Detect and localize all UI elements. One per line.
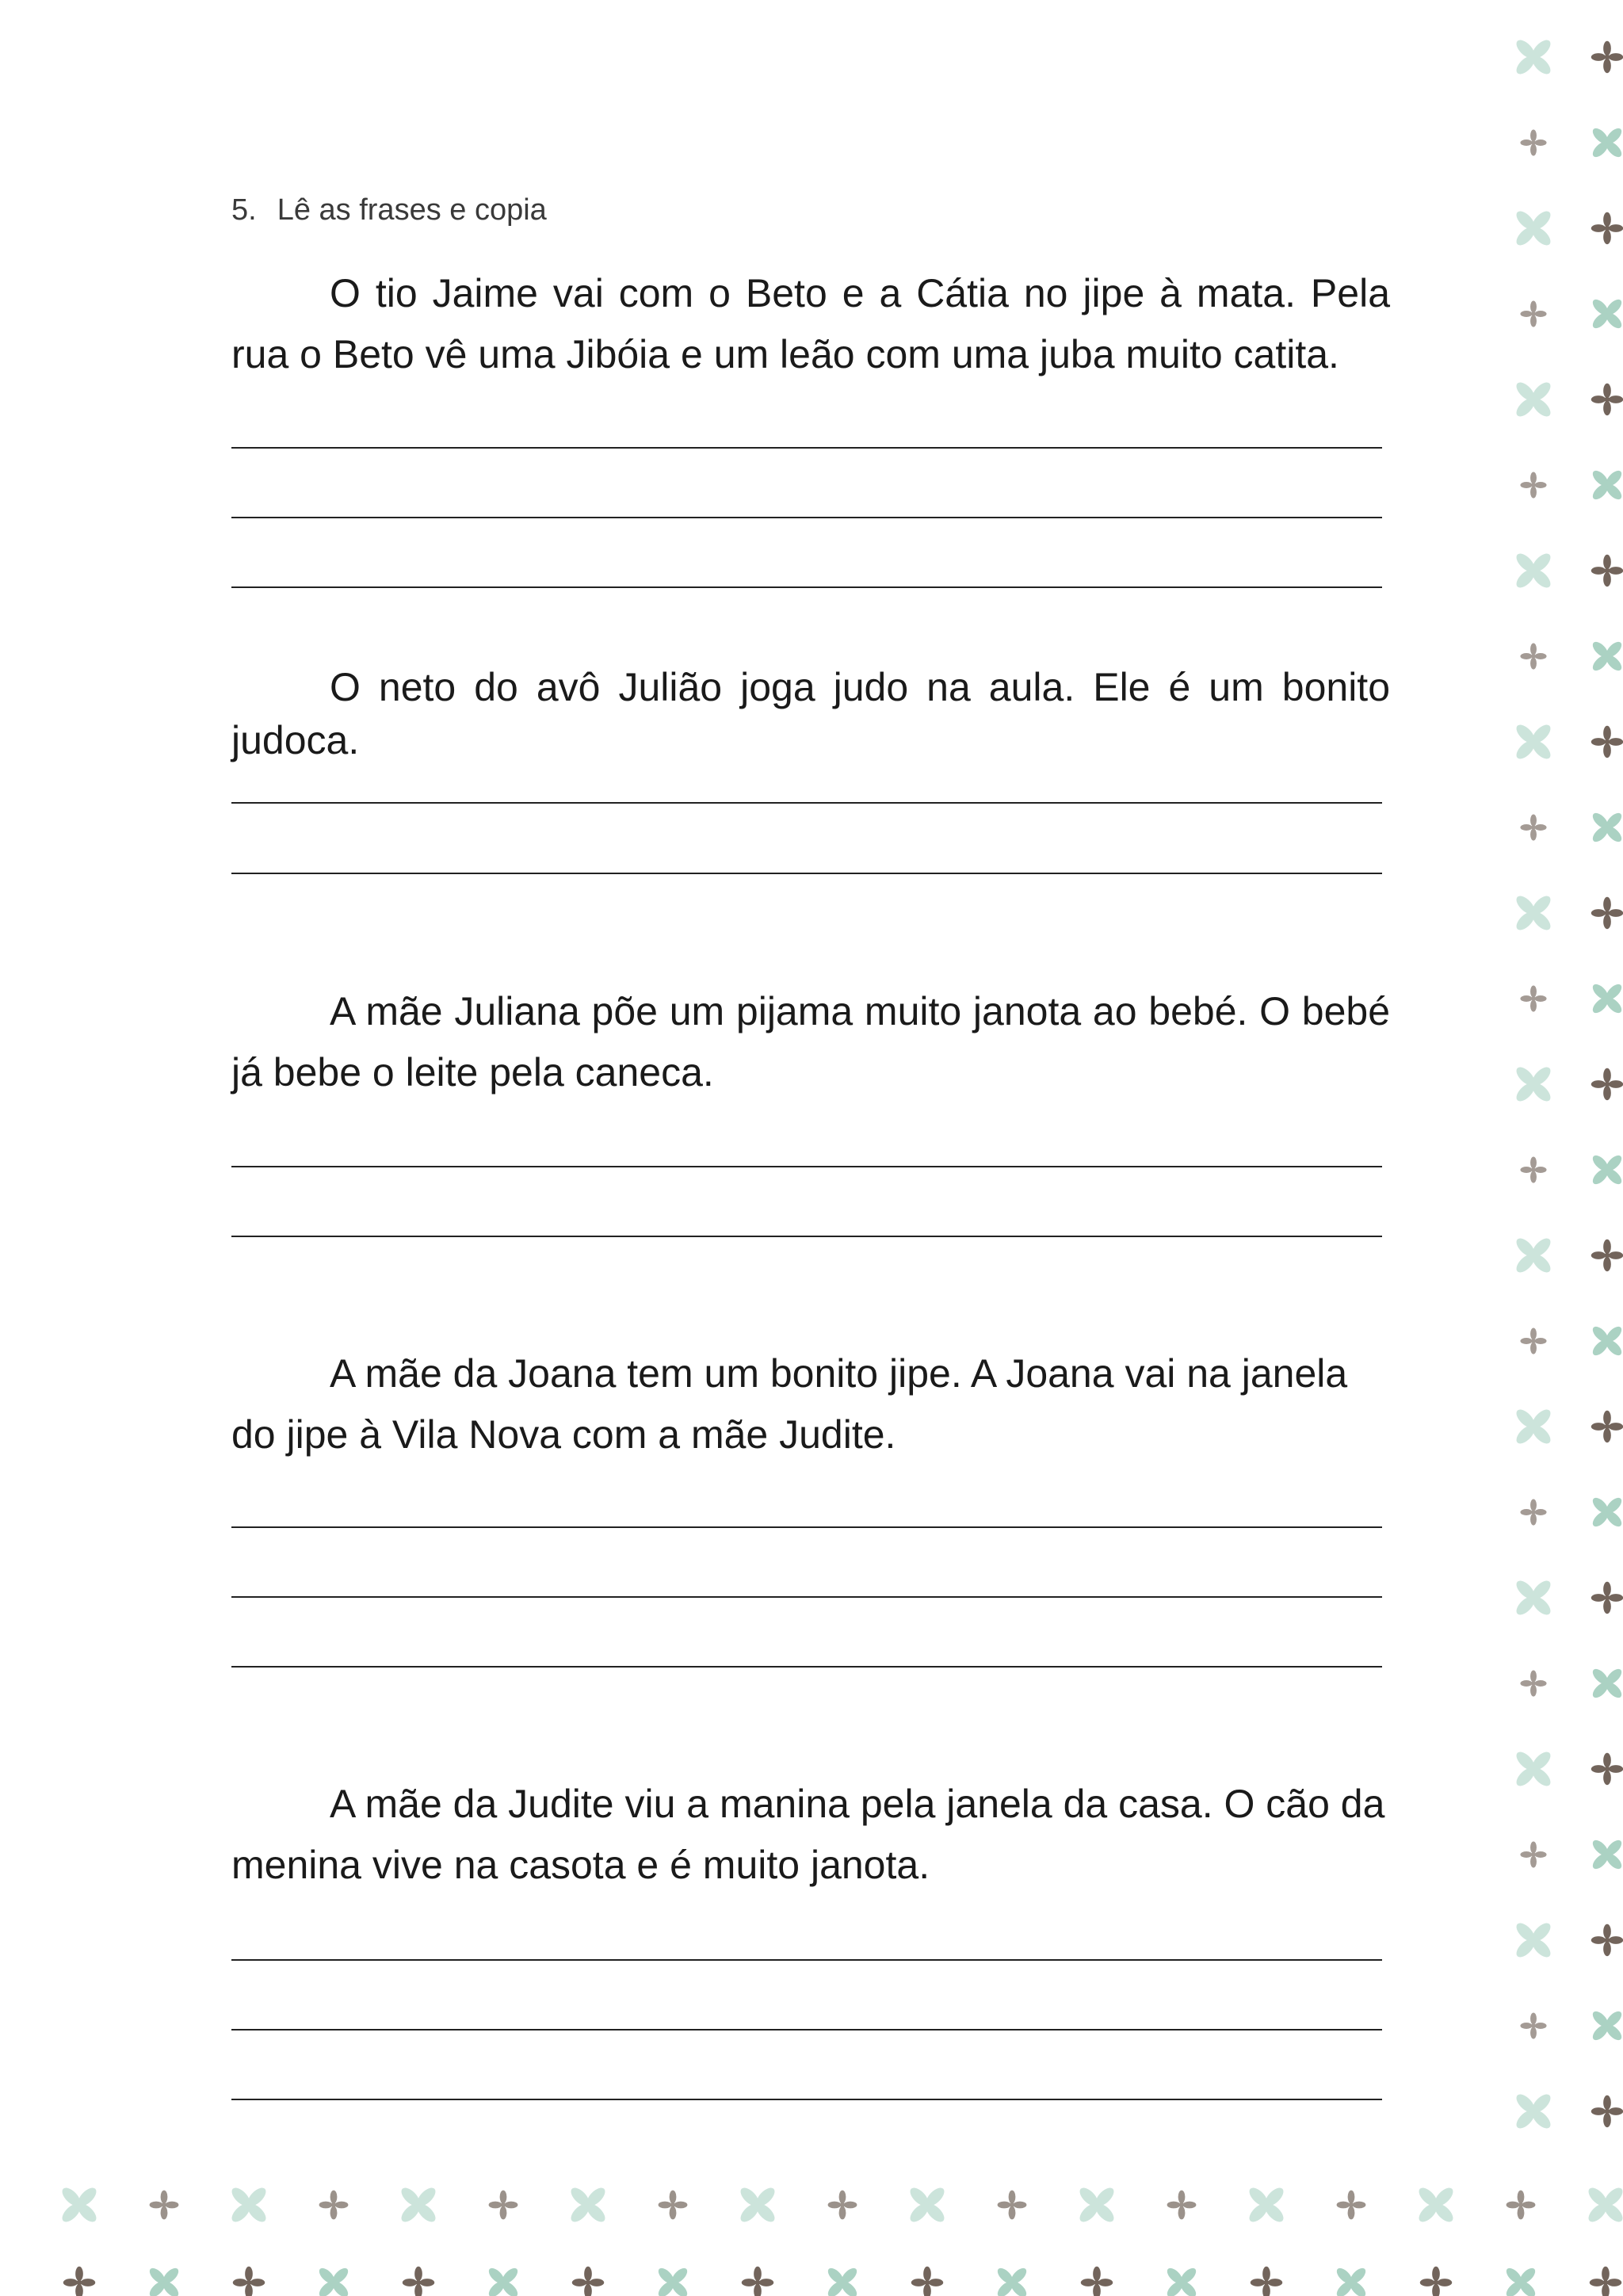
exercise-4	[231, 1343, 1390, 1465]
flower-motif-icon	[63, 2267, 95, 2296]
leaf-motif-icon	[1165, 2266, 1199, 2296]
exercise-1	[231, 263, 1390, 385]
leaf-motif-icon	[487, 2266, 521, 2296]
answer-line[interactable]	[231, 447, 1382, 449]
answer-line[interactable]	[231, 1526, 1382, 1528]
leaf-motif-icon	[1514, 37, 1554, 78]
leaf-motif-icon	[1514, 722, 1554, 762]
flower-motif-icon	[1591, 1240, 1623, 1271]
leaf-motif-icon	[907, 2185, 948, 2225]
flower-motif-icon	[403, 2267, 434, 2296]
exercise-text: O neto do avô Julião joga judo na aula. Ele é um bonito judoca.	[231, 665, 1390, 762]
flower-motif-icon	[1507, 2191, 1536, 2220]
leaf-motif-icon	[1077, 2185, 1117, 2225]
answer-line[interactable]	[231, 2099, 1382, 2100]
exercise-3	[231, 981, 1390, 1103]
exercise-text: A mãe da Joana tem um bonito jipe. A Joana vai na janela do jipe à Vila Nova com a mãe Judite.	[231, 1351, 1348, 1457]
flower-motif-icon	[998, 2191, 1027, 2220]
answer-line[interactable]	[231, 1166, 1382, 1167]
flower-motif-icon	[1591, 1582, 1623, 1614]
leaf-motif-icon	[1591, 297, 1623, 331]
flower-motif-icon	[572, 2267, 604, 2296]
flower-motif-icon	[1520, 1328, 1546, 1354]
leaf-motif-icon	[1591, 468, 1623, 502]
flower-motif-icon	[1591, 555, 1623, 586]
flower-motif-icon	[828, 2191, 857, 2220]
flower-motif-icon	[489, 2191, 518, 2220]
decorative-border-bottom	[0, 2172, 1623, 2296]
flower-motif-icon	[1420, 2267, 1452, 2296]
leaf-motif-icon	[1591, 640, 1623, 674]
leaf-motif-icon	[656, 2266, 690, 2296]
flower-motif-icon	[1520, 300, 1546, 327]
leaf-motif-icon	[1591, 1153, 1623, 1187]
leaf-motif-icon	[59, 2185, 100, 2225]
exercise-text: A mãe da Judite viu a manina pela janela da casa. O cão da menina vive na casota e é muito janota.	[231, 1782, 1385, 1887]
leaf-motif-icon	[1335, 2266, 1369, 2296]
decorative-border-right	[1502, 0, 1623, 2172]
leaf-motif-icon	[995, 2266, 1029, 2296]
exercise-text: A mãe Juliana põe um pijama muito janota ao bebé. O bebé já bebe o leite pela caneca.	[231, 989, 1390, 1095]
exercise-text: O tio Jaime vai com o Beto e a Cátia no jipe à mata. Pela rua o Beto vê uma Jibóia e um leão com uma juba muito catita.	[231, 271, 1390, 376]
leaf-motif-icon	[1514, 551, 1554, 591]
flower-motif-icon	[1591, 1068, 1623, 1100]
flower-motif-icon	[150, 2191, 179, 2220]
leaf-motif-icon	[1514, 1578, 1554, 1618]
flower-motif-icon	[911, 2267, 943, 2296]
leaf-motif-icon	[1591, 811, 1623, 845]
flower-motif-icon	[1081, 2267, 1113, 2296]
leaf-motif-icon	[1514, 2092, 1554, 2132]
leaf-motif-icon	[1514, 1749, 1554, 1790]
flower-motif-icon	[659, 2191, 688, 2220]
flower-motif-icon	[1591, 1924, 1623, 1956]
answer-line[interactable]	[231, 873, 1382, 874]
leaf-motif-icon	[399, 2185, 439, 2225]
answer-line[interactable]	[231, 586, 1382, 588]
instruction	[231, 193, 547, 227]
flower-motif-icon	[1520, 1670, 1546, 1696]
flower-motif-icon	[233, 2267, 265, 2296]
flower-motif-icon	[1590, 2267, 1621, 2296]
instruction-number: 5.	[231, 193, 257, 227]
leaf-motif-icon	[1416, 2185, 1457, 2225]
instruction-text: Lê as frases e copia	[277, 193, 547, 227]
leaf-motif-icon	[568, 2185, 609, 2225]
answer-line[interactable]	[231, 517, 1382, 518]
leaf-motif-icon	[1247, 2185, 1287, 2225]
flower-motif-icon	[1520, 2012, 1546, 2038]
leaf-motif-icon	[1591, 982, 1623, 1016]
leaf-motif-icon	[826, 2266, 860, 2296]
flower-motif-icon	[1591, 384, 1623, 415]
answer-line[interactable]	[231, 1596, 1382, 1598]
flower-motif-icon	[1591, 212, 1623, 244]
floral-pattern-icon	[0, 2172, 1623, 2296]
leaf-motif-icon	[1586, 2185, 1623, 2225]
leaf-motif-icon	[1591, 126, 1623, 160]
leaf-motif-icon	[1514, 380, 1554, 420]
leaf-motif-icon	[1591, 2009, 1623, 2043]
leaf-motif-icon	[738, 2185, 778, 2225]
flower-motif-icon	[1520, 129, 1546, 155]
exercise-5	[231, 1774, 1390, 1896]
flower-motif-icon	[1591, 2095, 1623, 2127]
leaf-motif-icon	[1514, 208, 1554, 249]
leaf-motif-icon	[229, 2185, 269, 2225]
flower-motif-icon	[1520, 1841, 1546, 1867]
answer-line[interactable]	[231, 2029, 1382, 2030]
exercise-2	[231, 661, 1390, 767]
leaf-motif-icon	[1514, 893, 1554, 934]
flower-motif-icon	[1591, 1411, 1623, 1442]
floral-pattern-icon	[1502, 0, 1623, 2172]
leaf-motif-icon	[1504, 2266, 1538, 2296]
answer-line[interactable]	[231, 1666, 1382, 1668]
leaf-motif-icon	[1514, 1920, 1554, 1961]
flower-motif-icon	[1591, 1753, 1623, 1785]
answer-line[interactable]	[231, 802, 1382, 804]
flower-motif-icon	[1251, 2267, 1282, 2296]
leaf-motif-icon	[1514, 1407, 1554, 1447]
flower-motif-icon	[319, 2191, 349, 2220]
leaf-motif-icon	[317, 2266, 351, 2296]
flower-motif-icon	[1591, 726, 1623, 758]
flower-motif-icon	[1167, 2191, 1197, 2220]
leaf-motif-icon	[1591, 1496, 1623, 1530]
flower-motif-icon	[1591, 897, 1623, 929]
flower-motif-icon	[1520, 814, 1546, 840]
flower-motif-icon	[1337, 2191, 1366, 2220]
leaf-motif-icon	[147, 2266, 181, 2296]
leaf-motif-icon	[1591, 1324, 1623, 1358]
leaf-motif-icon	[1514, 1064, 1554, 1105]
leaf-motif-icon	[1591, 1667, 1623, 1701]
flower-motif-icon	[1520, 1499, 1546, 1525]
flower-motif-icon	[742, 2267, 773, 2296]
answer-line[interactable]	[231, 1959, 1382, 1961]
leaf-motif-icon	[1591, 1838, 1623, 1872]
flower-motif-icon	[1520, 643, 1546, 669]
leaf-motif-icon	[1514, 1236, 1554, 1276]
flower-motif-icon	[1520, 985, 1546, 1011]
flower-motif-icon	[1520, 472, 1546, 498]
flower-motif-icon	[1591, 41, 1623, 73]
flower-motif-icon	[1520, 1156, 1546, 1182]
answer-line[interactable]	[231, 1236, 1382, 1237]
